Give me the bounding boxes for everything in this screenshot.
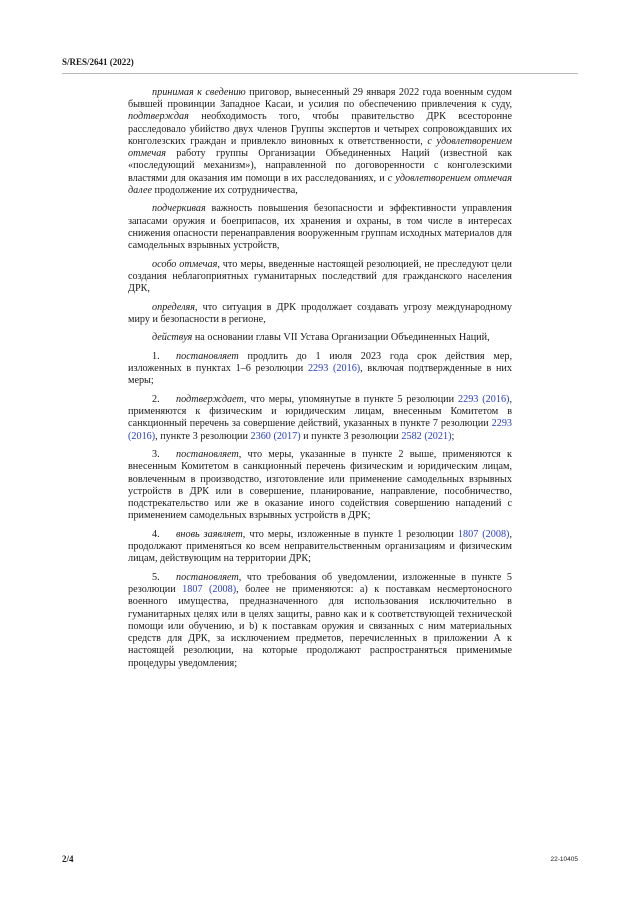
preamble-text: необходимость того, чтобы правительство ДРК всесторонне расследовало убийство двух членов Группы экспертов и четырех сопровождавших их конголезских граждан и привлекло виновных к ответственности, bbox=[128, 111, 512, 147]
preamble-lead: подчеркивая bbox=[152, 203, 206, 215]
preamble-lead: определяя bbox=[152, 301, 196, 313]
resolution-link[interactable]: 2293 (2016) bbox=[458, 393, 510, 405]
resolution-link[interactable]: 2360 (2017) bbox=[250, 430, 301, 442]
preamble-lead: с удовлетворением отмечая bbox=[128, 135, 512, 160]
operative-text: , более не применяются: a) к поставкам несмертоносного военного имущества, предназначенного для использования исключительно в гуманитарных целях или в целях защиты, равно как и к соответствующей технической помощи или обучению, и b) к поставкам оружия и связанных с ним материальных средств для ДРК, за исключением предметов, перечисленных в приложении А к настоящей резолюции, на которые продолжают распространяться применимые процедуры уведомления; bbox=[128, 584, 512, 669]
preamble-lead: принимая к сведению bbox=[152, 87, 246, 98]
operative-text: ; bbox=[451, 430, 455, 442]
operative-text: , что требования об уведомлении, изложенные в пункте 5 резолюции bbox=[128, 571, 512, 596]
operative-lead: подтверждает bbox=[176, 393, 244, 405]
page-number: 2/4 bbox=[62, 854, 74, 864]
resolution-link[interactable]: 1807 (2008) bbox=[457, 528, 510, 540]
preamble-text: , что ситуация в ДРК продолжает создавать угрозу международному миру и безопасности в регионе, bbox=[128, 301, 512, 325]
operative-text: и пункте 3 резолюции bbox=[300, 430, 402, 442]
operative-text: , включая подтвержденные в них меры; bbox=[128, 363, 512, 387]
paragraph-number: 1. bbox=[152, 350, 160, 362]
preamble-paragraph bbox=[128, 259, 512, 296]
header-rule bbox=[62, 73, 578, 74]
document-body bbox=[128, 87, 512, 676]
preamble-text: продолжение их сотрудничества, bbox=[152, 184, 298, 196]
operative-paragraph-2 bbox=[128, 394, 512, 443]
operative-paragraph-5 bbox=[128, 572, 512, 670]
operative-lead: постановляет bbox=[176, 449, 239, 461]
preamble-lead: действуя bbox=[152, 332, 193, 344]
resolution-link[interactable]: 2293 (2016) bbox=[128, 418, 512, 442]
operative-paragraph-4 bbox=[128, 529, 512, 566]
operative-paragraph-3 bbox=[128, 449, 512, 522]
operative-text: , пункте 3 резолюции bbox=[155, 430, 251, 442]
operative-paragraph-1 bbox=[128, 351, 512, 388]
resolution-link[interactable]: 2293 (2016) bbox=[307, 363, 361, 375]
resolution-link[interactable]: 1807 (2008) bbox=[182, 584, 237, 596]
operative-lead: постановляет bbox=[176, 350, 239, 362]
paragraph-number: 2. bbox=[152, 393, 160, 405]
operative-text: , продолжают применяться ко всем неправительственным организациям и физическим лицам, действующим на территории ДРК; bbox=[128, 528, 512, 565]
document-symbol: S/RES/2641 (2022) bbox=[62, 57, 134, 67]
preamble-lead: с удовлетворением отмечая далее bbox=[128, 172, 512, 196]
paragraph-number: 4. bbox=[152, 528, 160, 540]
operative-text: продлить до 1 июля 2023 года срок действия мер, изложенных в пунктах 1–6 резолюции bbox=[128, 350, 512, 375]
preamble-text: важность повышения безопасности и эффективности управления запасами оружия и боеприпасов, их хранения и охраны, в том числе в интересах снижения опасности перенаправления вооруженным группам исходных материалов для самодельных взрывных устройств, bbox=[128, 203, 512, 252]
operative-text: , что меры, указанные в пункте 2 выше, применяются к внесенным Комитетом в санкционный перечень физическим и юридическим лицам, вовлеченным в производство, изготовление или применение самодельных взрывных устройств в ДРК или в совершение, планирование, направление, пособничество, подстрекательство или же в оказание иного содействия совершению нападений с применением самодельных взрывных устройств в ДРК; bbox=[128, 449, 512, 522]
operative-text: , применяются к физическим и юридическим лицам, внесенным Комитетом в санкционный перечень за совершение действий, указанных в пункте 7 резолюции bbox=[128, 393, 512, 430]
paragraph-number: 5. bbox=[152, 571, 160, 583]
operative-text: , что меры, упомянутые в пункте 5 резолюции bbox=[243, 393, 458, 405]
preamble-paragraph bbox=[128, 332, 512, 344]
preamble-lead: особо отмечая bbox=[152, 258, 218, 270]
preamble-paragraph bbox=[128, 302, 512, 326]
operative-lead: постановляет bbox=[176, 571, 239, 583]
preamble-text: работу группы Организации Объединенных Наций (известной как «последующий механизм»), направленной по договоренности с конголезскими властями для оказания им помощи в их расследованиях, и bbox=[128, 148, 512, 184]
document-number: 22-10405 bbox=[550, 856, 578, 863]
preamble-text: на основании главы VII Устава Организации Объединенных Наций, bbox=[192, 332, 490, 344]
preamble-text: приговор, вынесенный 29 января 2022 года военным судом бывшей провинции Западное Касаи, и усилия по обеспечению привлечения к суду, bbox=[128, 87, 512, 111]
preamble-lead: подтверждая bbox=[128, 111, 189, 123]
resolution-link[interactable]: 2582 (2021) bbox=[401, 430, 452, 442]
preamble-paragraph bbox=[128, 87, 512, 197]
operative-lead: вновь заявляет bbox=[176, 528, 243, 540]
operative-text: , что меры, изложенные в пункте 1 резолюции bbox=[242, 528, 458, 540]
paragraph-number: 3. bbox=[152, 449, 160, 461]
preamble-text: , что меры, введенные настоящей резолюцией, не преследуют цели создания неблагоприятных гуманитарных последствий для гражданского населения ДРК, bbox=[128, 258, 512, 295]
preamble-paragraph bbox=[128, 203, 512, 252]
